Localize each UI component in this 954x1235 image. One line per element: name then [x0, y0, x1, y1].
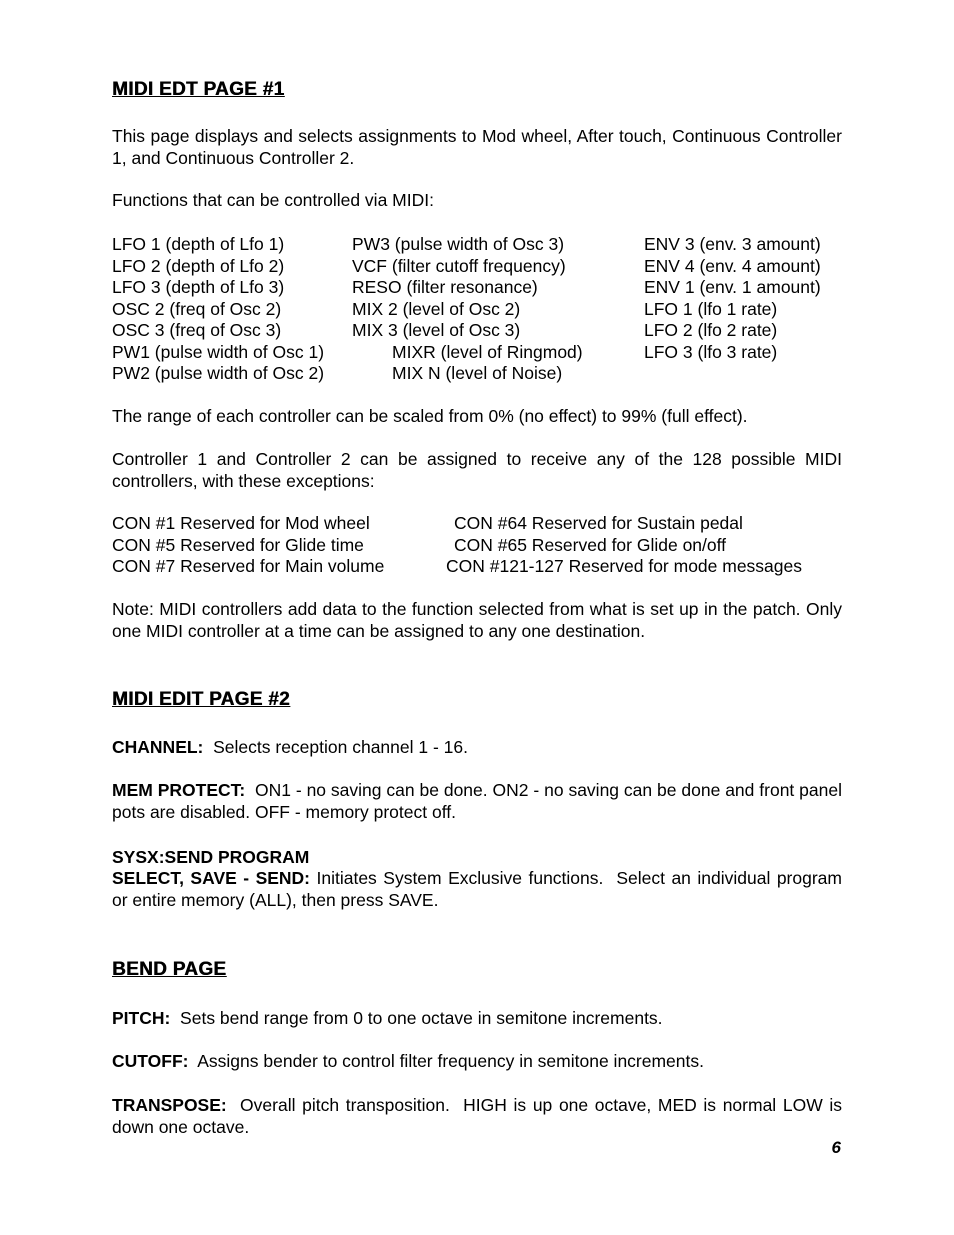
exception-item: CON #7 Reserved for Main volume [112, 556, 385, 576]
cutoff-paragraph [112, 1051, 704, 1072]
function-item: LFO 3 (depth of Lfo 3) [112, 277, 285, 297]
page-number: 6 [831, 1138, 841, 1157]
function-item: RESO (filter resonance) [352, 277, 538, 297]
functions-intro: Functions that can be controlled via MIDI: [112, 190, 434, 210]
exception-item: CON #121-127 Reserved for mode messages [446, 556, 803, 576]
mem-protect-label: MEM PROTECT: [112, 780, 246, 800]
select-save-text: Initiates System Exclusive functions. Select an individual program or entire memory (ALL), then press SAVE. [112, 868, 847, 910]
function-item: VCF (filter cutoff frequency) [352, 255, 566, 276]
functions-column-2 [352, 234, 583, 385]
cutoff-label: CUTOFF: [112, 1051, 189, 1071]
range-paragraph: The range of each controller can be scaled from 0% (no effect) to 99% (full effect). [112, 406, 748, 426]
function-item: MIX N (level of Noise) [392, 363, 563, 383]
select-save-paragraph [112, 868, 847, 911]
functions-column-1 [112, 234, 324, 385]
functions-column-3 [644, 234, 821, 363]
pitch-text: Sets bend range from 0 to one octave in semitone increments. [170, 1008, 663, 1028]
exceptions-right [446, 513, 802, 578]
exceptions-left [112, 513, 384, 578]
channel-label: CHANNEL: [112, 737, 204, 757]
section-heading-midi-edit-1: MIDI EDT PAGE #1 [112, 79, 285, 100]
note-paragraph: Note: MIDI controllers add data to the function selected from what is set up in the patch. Only one MIDI controller at a time can be assigned to any one destination. [112, 599, 842, 641]
section-heading-bend: BEND PAGE [112, 959, 227, 980]
exception-item: CON #1 Reserved for Mod wheel [112, 513, 370, 533]
function-item: PW1 (pulse width of Osc 1) [112, 341, 325, 362]
function-item: ENV 3 (env. 3 amount) [644, 234, 821, 254]
pitch-paragraph [112, 1008, 663, 1029]
pitch-label: PITCH: [112, 1008, 171, 1028]
channel-paragraph [112, 737, 468, 758]
function-item: ENV 1 (env. 1 amount) [644, 277, 821, 297]
function-item: PW2 (pulse width of Osc 2) [112, 363, 325, 383]
transpose-label: TRANSPOSE: [112, 1095, 227, 1115]
function-item: OSC 2 (freq of Osc 2) [112, 298, 282, 319]
function-item: LFO 1 (depth of Lfo 1) [112, 234, 285, 254]
function-item: PW3 (pulse width of Osc 3) [352, 234, 565, 254]
exception-item: CON #65 Reserved for Glide on/off [454, 534, 727, 555]
section-heading-midi-edit-2: MIDI EDIT PAGE #2 [112, 689, 290, 710]
transpose-text: Overall pitch transposition. HIGH is up one octave, MED is normal LOW is down one octave. [112, 1095, 847, 1137]
intro-paragraph: This page displays and selects assignments to Mod wheel, After touch, Continuous Controller 1, and Continuous Controller 2. [112, 126, 842, 168]
sysx-label: SYSX:SEND PROGRAM [112, 847, 310, 867]
function-item: LFO 3 (lfo 3 rate) [644, 341, 778, 362]
function-item: MIX 3 (level of Osc 3) [352, 320, 521, 340]
select-save-label: SELECT, SAVE - SEND: [112, 868, 311, 888]
function-item: MIXR (level of Ringmod) [392, 341, 583, 362]
exception-item: CON #64 Reserved for Sustain pedal [454, 513, 743, 533]
exception-item: CON #5 Reserved for Glide time [112, 534, 364, 555]
transpose-paragraph [112, 1095, 847, 1138]
function-item: LFO 2 (depth of Lfo 2) [112, 255, 285, 276]
controllers-paragraph: Controller 1 and Controller 2 can be assigned to receive any of the 128 possible MIDI controllers, with these exceptions: [112, 449, 842, 491]
function-item: LFO 2 (lfo 2 rate) [644, 320, 778, 340]
channel-text: Selects reception channel 1 - 16. [203, 737, 468, 757]
mem-protect-paragraph [112, 780, 847, 823]
function-item: OSC 3 (freq of Osc 3) [112, 320, 282, 340]
mem-protect-text: ON1 - no saving can be done. ON2 - no saving can be done and front panel pots are disabled. OFF - memory protect off. [112, 780, 847, 822]
function-item: MIX 2 (level of Osc 2) [352, 298, 521, 319]
function-item: ENV 4 (env. 4 amount) [644, 255, 821, 276]
cutoff-text: Assigns bender to control filter frequency in semitone increments. [188, 1051, 705, 1071]
function-item: LFO 1 (lfo 1 rate) [644, 298, 778, 319]
